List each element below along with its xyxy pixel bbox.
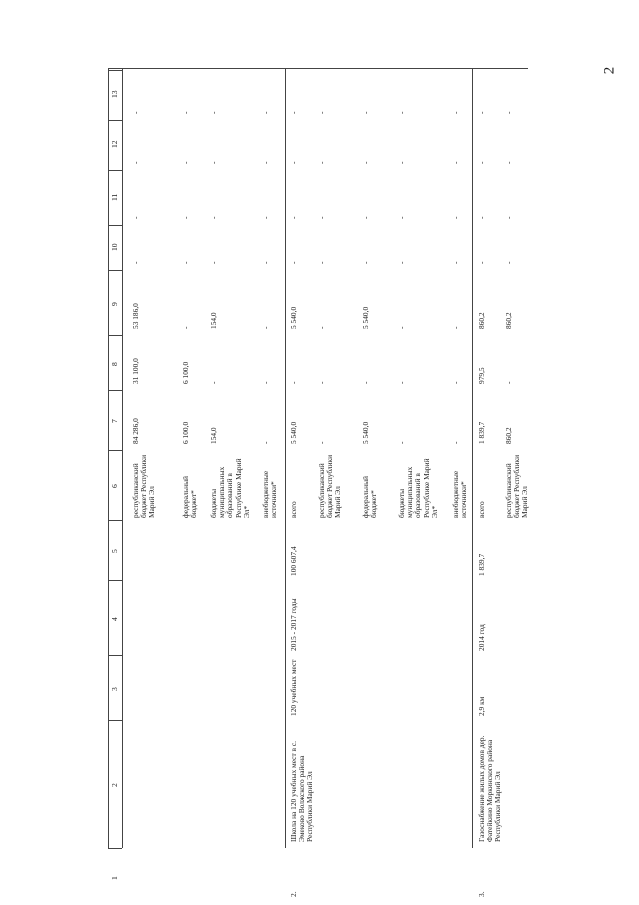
source-label: республиканский бюджет Республики Марий Эл bbox=[131, 454, 157, 518]
row-separator bbox=[472, 68, 473, 848]
source-value: - bbox=[317, 441, 326, 444]
source-value: - bbox=[261, 216, 270, 219]
source-value: - bbox=[289, 161, 298, 164]
source-value: - bbox=[317, 381, 326, 384]
row-object-name: Газоснабжение жилых домов дер. Фатейкино Моркинского района Республики Марий Эл bbox=[477, 735, 503, 842]
source-value: 154,0 bbox=[209, 312, 218, 329]
source-value: - bbox=[477, 111, 486, 114]
source-value: - bbox=[504, 111, 513, 114]
column-header: 5 bbox=[110, 549, 119, 553]
source-label: внебюджетные источники* bbox=[451, 470, 469, 518]
source-value: 5 540,0 bbox=[361, 306, 370, 329]
source-value: - bbox=[451, 111, 460, 114]
source-value: - bbox=[317, 161, 326, 164]
table-top-border bbox=[108, 68, 528, 69]
source-value: - bbox=[289, 381, 298, 384]
row-total-cost: 100 607,4 bbox=[289, 546, 298, 576]
source-value: - bbox=[209, 111, 218, 114]
header-column-divider bbox=[108, 120, 122, 121]
source-value: - bbox=[181, 161, 190, 164]
source-value: 5 540,0 bbox=[361, 421, 370, 444]
source-label: внебюджетные источники* bbox=[261, 470, 279, 518]
source-value: 979,5 bbox=[477, 367, 486, 384]
source-value: - bbox=[261, 441, 270, 444]
source-value: - bbox=[397, 381, 406, 384]
source-value: - bbox=[181, 216, 190, 219]
header-column-divider bbox=[108, 170, 122, 171]
source-value: 84 286,0 bbox=[131, 418, 140, 444]
header-left-border bbox=[108, 68, 109, 848]
source-value: - bbox=[504, 381, 513, 384]
header-right-border bbox=[122, 68, 123, 848]
column-header: 12 bbox=[110, 140, 119, 148]
source-value: - bbox=[397, 216, 406, 219]
row-number: 3. bbox=[477, 891, 486, 897]
source-value: - bbox=[361, 261, 370, 264]
header-column-divider bbox=[108, 848, 122, 849]
source-value: - bbox=[397, 261, 406, 264]
source-value: - bbox=[361, 111, 370, 114]
column-header: 11 bbox=[110, 193, 119, 201]
row-capacity: 120 учебных мест bbox=[289, 659, 298, 716]
row-object-name: Школа на 120 учебных мест в с. Эмеково Волжского района Республики Марий Эл bbox=[289, 741, 315, 842]
header-column-divider bbox=[108, 520, 122, 521]
header-column-divider bbox=[108, 450, 122, 451]
source-value: - bbox=[477, 261, 486, 264]
header-column-divider bbox=[108, 225, 122, 226]
source-value: - bbox=[261, 111, 270, 114]
column-header: 13 bbox=[110, 90, 119, 98]
source-value: - bbox=[451, 381, 460, 384]
source-value: - bbox=[261, 261, 270, 264]
source-value: - bbox=[477, 216, 486, 219]
source-value: - bbox=[317, 326, 326, 329]
column-header: 2 bbox=[110, 783, 119, 787]
source-label: всего bbox=[289, 501, 298, 518]
source-value: - bbox=[397, 111, 406, 114]
source-value: - bbox=[504, 216, 513, 219]
source-label: всего bbox=[477, 501, 486, 518]
source-value: - bbox=[131, 161, 140, 164]
header-column-divider bbox=[108, 655, 122, 656]
page-number: 2 bbox=[601, 66, 618, 75]
source-value: 6 100,0 bbox=[181, 361, 190, 384]
source-value: - bbox=[361, 216, 370, 219]
source-value: - bbox=[451, 326, 460, 329]
source-value: - bbox=[361, 381, 370, 384]
column-header: 1 bbox=[110, 875, 119, 880]
source-value: - bbox=[181, 261, 190, 264]
source-value: - bbox=[451, 441, 460, 444]
source-value: - bbox=[504, 161, 513, 164]
source-value: - bbox=[181, 111, 190, 114]
header-column-divider bbox=[108, 390, 122, 391]
source-label: бюджеты муниципальных образований в Республике Марий Эл* bbox=[397, 458, 439, 518]
source-value: - bbox=[131, 111, 140, 114]
source-label: федеральный бюджет* bbox=[181, 476, 199, 518]
header-column-divider bbox=[108, 580, 122, 581]
column-header: 6 bbox=[110, 484, 119, 488]
source-label: федеральный бюджет* bbox=[361, 476, 379, 518]
source-value: - bbox=[209, 216, 218, 219]
row-total-cost: 1 839,7 bbox=[477, 553, 486, 576]
source-value: 5 540,0 bbox=[289, 421, 298, 444]
column-header: 9 bbox=[110, 301, 119, 306]
source-value: - bbox=[209, 161, 218, 164]
source-value: - bbox=[361, 161, 370, 164]
source-value: - bbox=[317, 216, 326, 219]
header-column-divider bbox=[108, 70, 122, 71]
source-value: - bbox=[451, 161, 460, 164]
source-value: - bbox=[451, 216, 460, 219]
source-value: 154,0 bbox=[209, 427, 218, 444]
source-value: 31 100,0 bbox=[131, 358, 140, 384]
source-value: 6 100,0 bbox=[181, 421, 190, 444]
source-value: - bbox=[289, 111, 298, 114]
source-value: 860,2 bbox=[477, 312, 486, 329]
source-value: - bbox=[289, 261, 298, 264]
row-period: 2015 - 2017 годы bbox=[289, 598, 298, 651]
source-value: - bbox=[289, 216, 298, 219]
source-value: - bbox=[131, 216, 140, 219]
source-value: - bbox=[397, 441, 406, 444]
source-value: - bbox=[504, 261, 513, 264]
source-value: - bbox=[209, 381, 218, 384]
source-value: 1 839,7 bbox=[477, 421, 486, 444]
source-label: республиканский бюджет Республики Марий Эл bbox=[504, 454, 530, 518]
row-period: 2014 год bbox=[477, 624, 486, 651]
source-value: 860,2 bbox=[504, 427, 513, 444]
source-value: - bbox=[261, 381, 270, 384]
source-value: - bbox=[131, 261, 140, 264]
source-value: - bbox=[209, 261, 218, 264]
source-value: - bbox=[317, 111, 326, 114]
source-value: 860,2 bbox=[504, 312, 513, 329]
source-value: - bbox=[317, 261, 326, 264]
source-label: республиканский бюджет Республики Марий Эл bbox=[317, 454, 343, 518]
source-value: - bbox=[477, 161, 486, 164]
source-value: - bbox=[181, 326, 190, 329]
header-column-divider bbox=[108, 270, 122, 271]
column-header: 10 bbox=[110, 242, 119, 251]
column-header: 8 bbox=[110, 361, 119, 366]
header-column-divider bbox=[108, 720, 122, 721]
source-value: 53 186,0 bbox=[131, 303, 140, 329]
source-value: - bbox=[397, 161, 406, 164]
row-capacity: 2,9 км bbox=[477, 696, 486, 716]
source-value: - bbox=[261, 326, 270, 329]
column-header: 7 bbox=[110, 419, 119, 423]
column-header: 3 bbox=[110, 686, 119, 691]
row-separator bbox=[285, 68, 286, 848]
header-column-divider bbox=[108, 335, 122, 336]
source-label: бюджеты муниципальных образований в Республике Марий Эл* bbox=[209, 458, 251, 518]
column-header: 4 bbox=[110, 616, 119, 621]
source-value: 5 540,0 bbox=[289, 306, 298, 329]
source-value: - bbox=[397, 326, 406, 329]
row-number: 2. bbox=[289, 891, 298, 897]
source-value: - bbox=[451, 261, 460, 264]
source-value: - bbox=[261, 161, 270, 164]
